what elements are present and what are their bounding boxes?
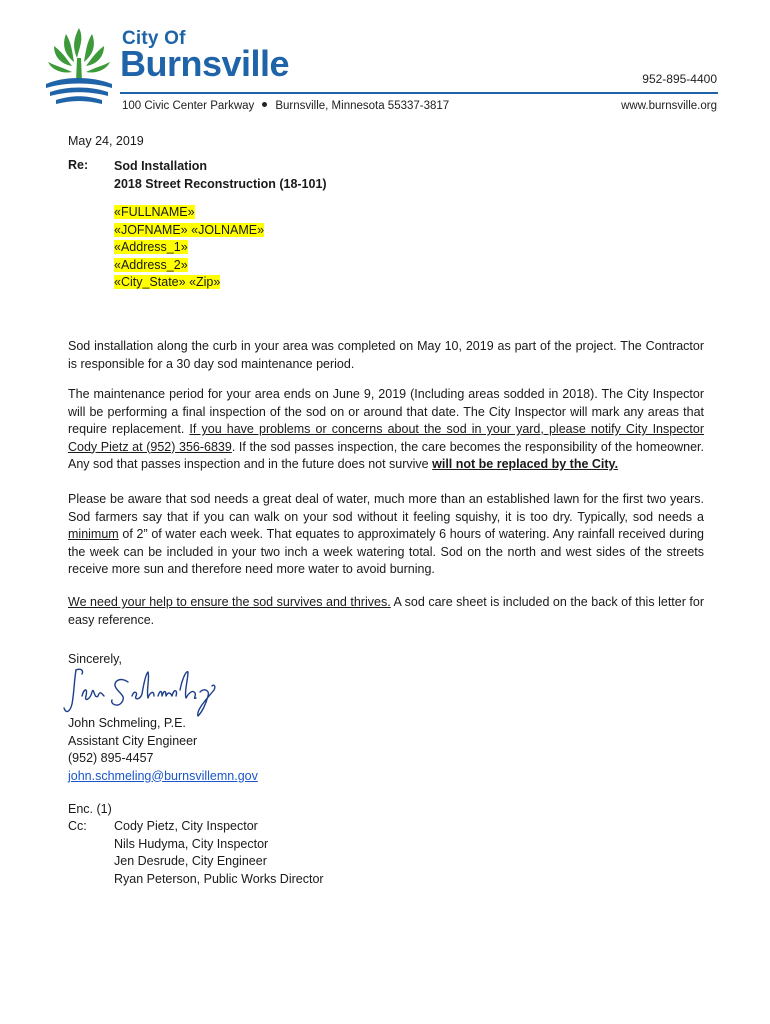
signer-name: John Schmeling, P.E. — [68, 716, 186, 730]
handwritten-signature-icon — [62, 660, 222, 720]
letterhead-website[interactable]: www.burnsville.org — [621, 100, 717, 112]
re-line-1: Sod Installation — [114, 159, 208, 173]
letterhead-divider — [120, 92, 718, 94]
body-paragraph-1: Sod installation along the curb in your area was completed on May 10, 2019 as part of the project. The Contractor is responsible for a 30 day sod maintenance period. — [68, 339, 704, 371]
p2-not-replaced-notice: will not be replaced by the City. — [432, 457, 619, 471]
letterhead-street: 100 Civic Center Parkway — [122, 100, 255, 112]
signer-block — [68, 715, 704, 785]
letter-date: May 24, 2019 — [68, 134, 144, 148]
p3-text-b: of 2” of water each week. That equates to approximately 6 hours of watering. Any rainfall received during the week can be included in your two inch a week watering total. Sod on the north and west sides of the streets receive more sun and therefore need more water to avoid burning. — [68, 527, 704, 576]
brand-city-of: City Of — [122, 28, 186, 49]
signer-title: Assistant City Engineer — [68, 733, 198, 748]
merge-address-2: «Address_2» — [114, 257, 188, 272]
enclosure-note: Enc. (1) — [68, 802, 112, 816]
cc-item: Jen Desrude, City Engineer — [114, 854, 267, 868]
p4-text-b: A sod care sheet is included on the back of this letter for easy reference. — [68, 595, 704, 627]
re-subject — [114, 158, 327, 193]
p4-help-notice: We need your help to ensure the sod survives and thrives. — [68, 595, 391, 609]
p2-inspector-notice: If you have problems or concerns about the sod in your yard, please notify City Inspector Cody Pietz at (952) 356-6839 — [68, 422, 704, 454]
recipient-address-block — [114, 204, 264, 292]
merge-jolname: «JOLNAME» — [191, 222, 265, 237]
re-label: Re: — [68, 158, 89, 172]
cc-label: Cc: — [68, 819, 87, 833]
body-paragraph-3 — [68, 491, 704, 579]
merge-address-1: «Address_1» — [114, 240, 188, 254]
body-paragraph-4 — [68, 594, 704, 629]
cc-list — [114, 818, 324, 888]
cc-item: Cody Pietz, City Inspector — [114, 819, 258, 833]
p2-text-a: The maintenance period for your area ends on June 9, 2019 (Including areas sodded in 2018). The City Inspector will be performing a final inspection of the sod on or around that date. The City Inspector will mark any areas that require replacement. — [68, 387, 704, 436]
cc-item: Nils Hudyma, City Inspector — [114, 836, 269, 851]
p2-text-b: . If the sod passes inspection, the care becomes the responsibility of the homeowner. Any sod that passes inspection and in the future does not survive — [68, 439, 705, 471]
merge-jofname: «JOFNAME» — [114, 222, 188, 237]
merge-zip: «Zip» — [189, 275, 221, 289]
signer-phone: (952) 895-4457 — [68, 751, 154, 765]
p3-minimum: minimum — [68, 527, 119, 541]
letterhead-city-state-zip: Burnsville, Minnesota 55337-3817 — [275, 100, 450, 112]
merge-fullname: «FULLNAME» — [114, 205, 195, 219]
signer-email-link[interactable]: john.schmeling@burnsvillemn.gov — [68, 768, 258, 783]
merge-city-state: «City_State» — [114, 275, 186, 289]
cc-item: Ryan Peterson, Public Works Director — [114, 871, 324, 886]
letterhead-address — [122, 100, 449, 112]
closing-salutation: Sincerely, — [68, 652, 122, 666]
bullet-icon — [262, 102, 267, 107]
body-paragraph-2 — [68, 386, 704, 474]
re-line-2: 2018 Street Reconstruction (18-101) — [114, 176, 327, 191]
p3-text-a: Please be aware that sod needs a great deal of water, much more than an established lawn for the first two years. Sod farmers say that if you can walk on your sod without it feeling squishy, it is too dry. Typically, sod needs a — [68, 492, 704, 524]
tree-logo-icon — [44, 24, 114, 108]
letterhead-phone: 952-895-4400 — [642, 72, 717, 86]
brand-city-name: Burnsville — [120, 43, 290, 84]
